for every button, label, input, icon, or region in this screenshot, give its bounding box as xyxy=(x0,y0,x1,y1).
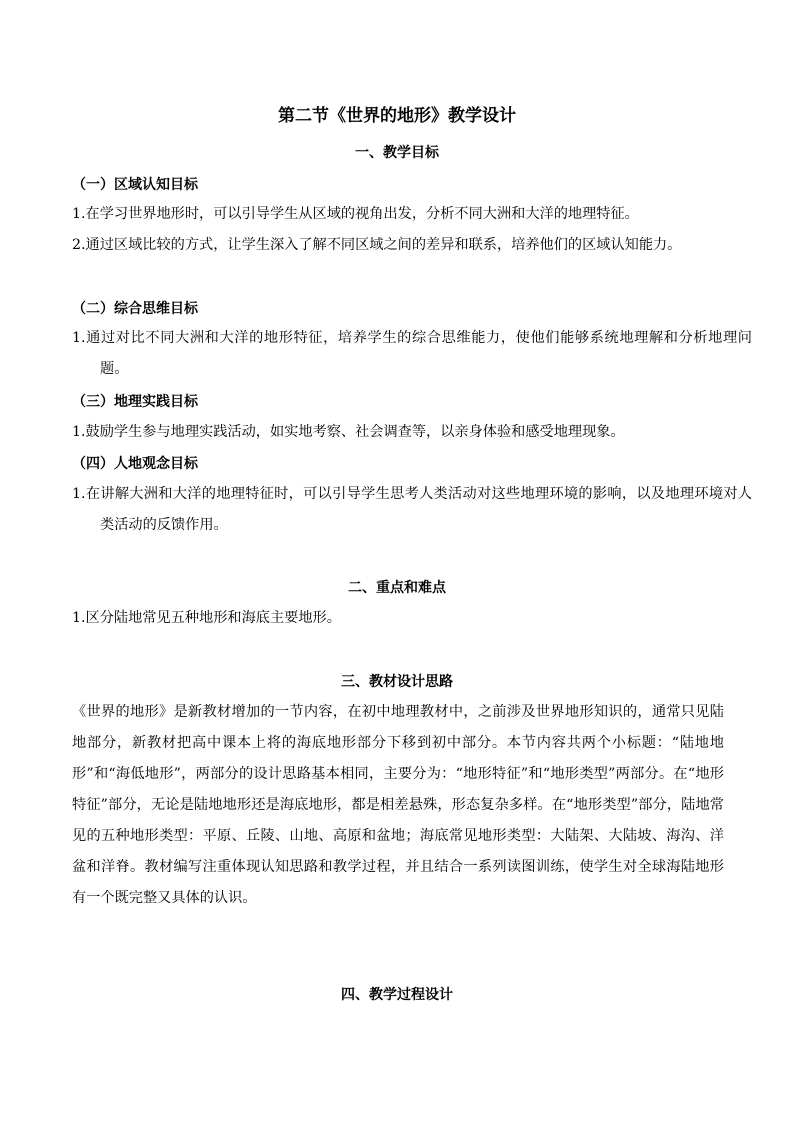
goal-item: 1.在学习世界地形时，可以引导学生从区域的视角出发，分析不同大洲和大洋的地理特征。 xyxy=(72,206,639,222)
section-heading-design-ideas: 三、教材设计思路 xyxy=(341,674,453,690)
goal-item: 2.通过区域比较的方式，让学生深入了解不同区域之间的差异和联系，培养他们的区域认知能力。 xyxy=(72,237,682,253)
section-heading-key-points: 二、重点和难点 xyxy=(348,580,446,596)
key-point-item: 1.区分陆地常见五种地形和海底主要地形。 xyxy=(72,610,341,626)
section-heading-teaching-goals: 一、教学目标 xyxy=(355,145,439,161)
goal-item: 1.在讲解大洲和大洋的地理特征时，可以引导学生思考人类活动对这些地理环境的影响，以及地理环境对人类活动的反馈作用。 xyxy=(72,486,752,533)
design-ideas-paragraph: 《世界的地形》是新教材增加的一节内容，在初中地理教材中，之前涉及世界地形知识的，通常只见陆地部分，新教材把高中课本上将的海底地形部分下移到初中部分。本节内容共两个小标题：“陆地地形”和“海低地形”，两部分的设计思路基本相同，主要分为：“地形特征”和“地形类型”两部分。在“地形特征”部分，无论是陆地地形还是海底地形，都是相差悬殊，形态复杂多样。在“地形类型”部分，陆地常见的五种地形类型：平原、丘陵、山地、高原和盆地；海底常见地形类型：大陆架、大陆坡、海沟、洋盆和洋脊。教材编写注重体现认知思路和教学过程，并且结合一系列读图训练，使学生对全球海陆地形有一个既完整又具体的认识。 xyxy=(72,704,724,906)
subsection-heading-regional-cognition: （一）区域认知目标 xyxy=(72,177,198,193)
subsection-heading-comprehensive-thinking: （二）综合思维目标 xyxy=(72,301,198,317)
goal-item: 1.鼓励学生参与地理实践活动，如实地考察、社会调查等，以亲身体验和感受地理现象。 xyxy=(72,424,625,440)
subsection-heading-human-earth-concept: （四）人地观念目标 xyxy=(72,456,198,472)
goal-item: 1.通过对比不同大洲和大洋的地形特征，培养学生的综合思维能力，使他们能够系统地理解和分析地理问题。 xyxy=(72,330,752,377)
document-title: 第二节《世界的地形》教学设计 xyxy=(278,106,516,126)
subsection-heading-geographic-practice: （三）地理实践目标 xyxy=(72,394,198,410)
section-heading-teaching-process: 四、教学过程设计 xyxy=(341,987,453,1003)
